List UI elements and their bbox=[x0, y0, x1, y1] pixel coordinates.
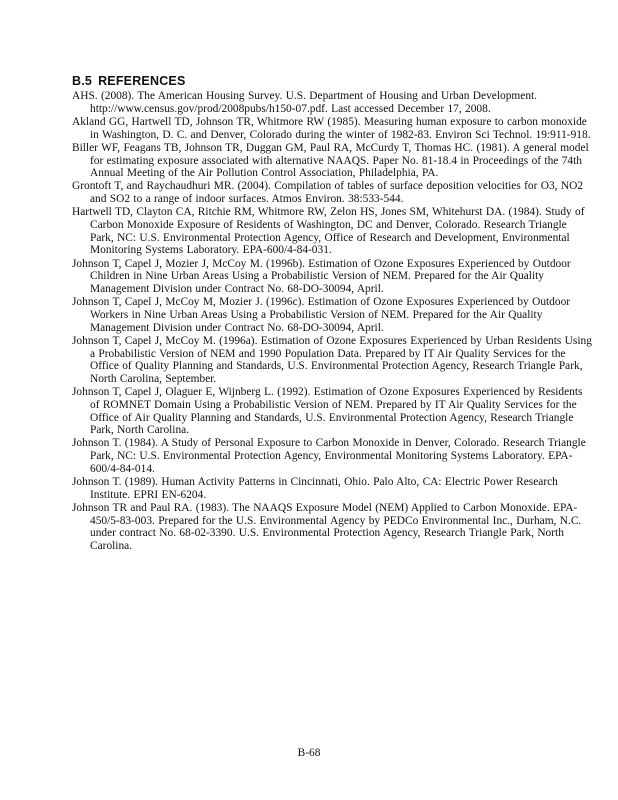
reference-entry: Johnson T, Capel J, McCoy M. (1996a). Estimation of Ozone Exposures Experienced by Urban Residents Using a Probabilistic Version of NEM and 1990 Population Data. Prepared by IT Air Quality Services for the Office of Quality Planning and Standards, U.S. Environmental Protection Agency, Research Triangle Park, North Carolina, September. bbox=[72, 334, 592, 385]
reference-entry: Johnson TR and Paul RA. (1983). The NAAQS Exposure Model (NEM) Applied to Carbon Monoxide. EPA-450/5-83-003. Prepared for the U.S. Environmental Agency by PEDCo Environmental Inc., Durham, N.C. under contract No. 68-02-3390. U.S. Environmental Protection Agency, Research Triangle Park, North Carolina. bbox=[72, 502, 582, 553]
reference-entry: Johnson T. (1989). Human Activity Patterns in Cincinnati, Ohio. Palo Alto, CA: Electric Power Research Institute. EPRI EN-6204. bbox=[72, 476, 558, 501]
document-page bbox=[72, 74, 592, 553]
reference-entry: Johnson T, Capel J, Mozier J, McCoy M. (1996b). Estimation of Ozone Exposures Experienced by Outdoor Children in Nine Urban Areas Using a Probabilistic Version of NEM. Prepared for the Air Quality Management Division under Contract No. 68-DO-30094, April. bbox=[72, 257, 571, 296]
reference-entry: AHS. (2008). The American Housing Survey. U.S. Department of Housing and Urban Development. http://www.census.gov/prod/2008pubs/h150-07.pdf. Last accessed December 17, 2008. bbox=[72, 90, 538, 115]
reference-entry: Hartwell TD, Clayton CA, Ritchie RM, Whitmore RW, Zelon HS, Jones SM, Whitehurst DA. (1984). Study of Carbon Monoxide Exposure of Residents of Washington, DC and Denver, Colorado. Research Triangle Park, NC: U.S. Environmental Protection Agency, Office of Research and Development, Environmental Monitoring Systems Laboratory. EPA-600/4-84-031. bbox=[72, 206, 585, 257]
reference-entry: Biller WF, Feagans TB, Johnson TR, Duggan GM, Paul RA, McCurdy T, Thomas HC. (1981). A general model for estimating exposure associated with alternative NAAQS. Paper No. 81-18.4 in Proceedings of the 74th Annual Meeting of the Air Pollution Control Association, Philadelphia, PA. bbox=[72, 141, 589, 180]
reference-entry: Akland GG, Hartwell TD, Johnson TR, Whitmore RW (1985). Measuring human exposure to carbon monoxide in Washington, D. C. and Denver, Colorado during the winter of 1982-83. Environ Sci Technol. 19:911-918. bbox=[72, 115, 591, 141]
reference-entry: Johnson T, Capel J, McCoy M, Mozier J. (1996c). Estimation of Ozone Exposures Experienced by Outdoor Workers in Nine Urban Areas Using a Probabilistic Version of NEM. Prepared for the Air Quality Management Division under Contract No. 68-DO-30094, April. bbox=[72, 296, 571, 334]
reference-entry: Johnson T, Capel J, Olaguer E, Wijnberg L. (1992). Estimation of Ozone Exposures Experienced by Residents of ROMNET Domain Using a Probabilistic Version of NEM. Prepared by IT Air Quality Services for the Office of Air Quality Planning and Standards, U.S. Environmental Protection Agency, Research Triangle Park, North Carolina. bbox=[72, 386, 583, 437]
reference-entry: Johnson T. (1984). A Study of Personal Exposure to Carbon Monoxide in Denver, Colorado. Research Triangle Park, NC: U.S. Environmental Protection Agency, Environmental Monitoring Systems Laboratory. EPA-600/4-84-014. bbox=[72, 437, 586, 475]
reference-entry: Grontoft T, and Raychaudhuri MR. (2004). Compilation of tables of surface deposition velocities for O3, NO2 and SO2 to a range of indoor surfaces. Atmos Environ. 38:533-544. bbox=[72, 180, 584, 206]
section-number: B.5 bbox=[72, 74, 93, 88]
section-title: REFERENCES bbox=[98, 74, 186, 88]
reference-list bbox=[72, 90, 592, 553]
page-number: B-68 bbox=[297, 747, 321, 759]
section-heading bbox=[72, 74, 592, 88]
